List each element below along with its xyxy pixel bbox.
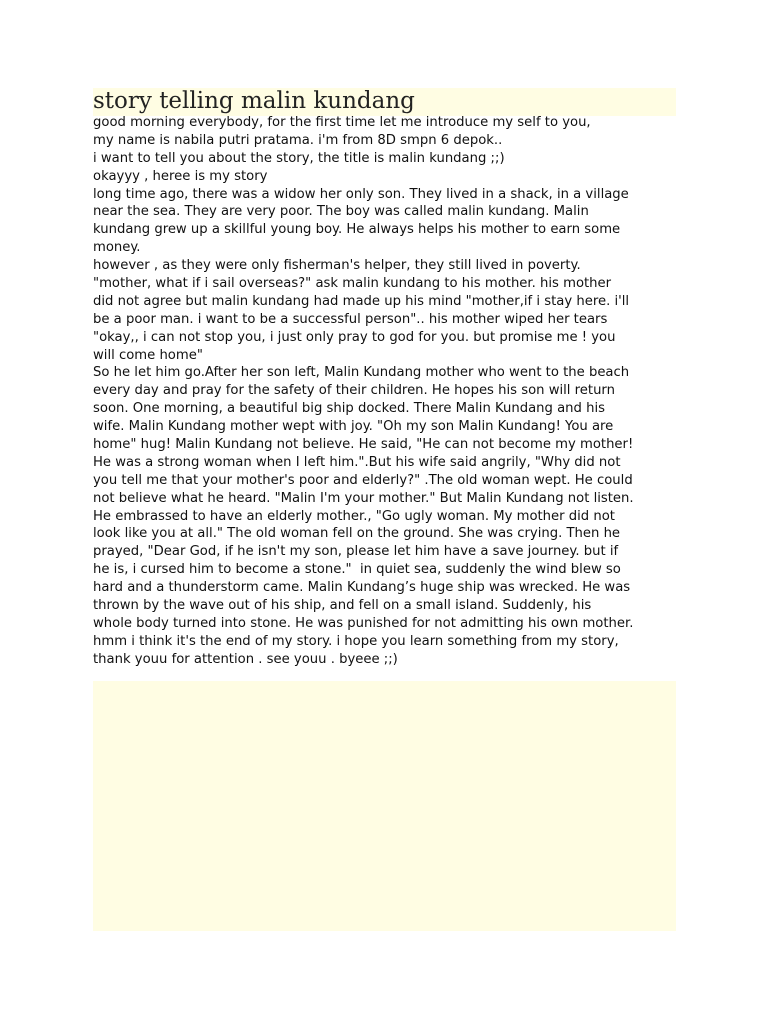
body-line: long time ago, there was a widow her only son. They lived in a shack, in a village [93,186,629,202]
body-line: thrown by the wave out of his ship, and fell on a small island. Suddenly, his [93,598,592,614]
body-line: "mother, what if i sail overseas?" ask malin kundang to his mother. his mother [93,276,612,292]
body-line: not believe what he heard. "Malin I'm your mother." But Malin Kundang not listen. [93,490,634,506]
body-line: "okay,, i can not stop you, i just only pray to god for you. but promise me ! you [93,329,616,345]
body-line: He embrassed to have an elderly mother., "Go ugly woman. My mother did not [93,508,615,524]
body-line: will come home" [93,347,203,363]
body-line: every day and pray for the safety of their children. He hopes his son will return [93,383,615,399]
body-line: kundang grew up a skillful young boy. He always helps his mother to earn some [93,222,621,238]
body-line: i want to tell you about the story, the title is malin kundang ;;) [93,150,505,166]
body-line: So he let him go.After her son left, Malin Kundang mother who went to the beach [93,365,630,381]
body-line: he is, i cursed him to become a stone." in quiet sea, suddenly the wind blew so [93,562,621,578]
body-line: hmm i think it's the end of my story. i hope you learn something from my story, [93,633,619,649]
body-line: money. [93,240,141,256]
body-line: home" hug! Malin Kundang not believe. He said, "He can not become my mother! [93,437,634,453]
body-line: whole body turned into stone. He was punished for not admitting his own mother. [93,615,634,631]
body-line: my name is nabila putri pratama. i'm from 8D smpn 6 depok.. [93,132,503,148]
body-line: soon. One morning, a beautiful big ship docked. There Malin Kundang and his [93,401,605,417]
body-line: look like you at all." The old woman fell on the ground. She was crying. Then he [93,526,621,542]
body-line: be a poor man. i want to be a successful person".. his mother wiped her tears [93,311,608,327]
body-line: wife. Malin Kundang mother wept with joy. "Oh my son Malin Kundang! You are [93,419,614,435]
body-line: good morning everybody, for the first time let me introduce my self to you, [93,115,591,130]
body-line: thank youu for attention . see youu . byeee ;;) [93,651,398,667]
document-title: story telling malin kundang [93,88,415,114]
body-line: near the sea. They are very poor. The boy was called malin kundang. Malin [93,204,589,220]
story-body [93,114,683,669]
blank-highlight-panel [93,681,676,931]
body-line: however , as they were only fisherman's helper, they still lived in poverty. [93,258,581,274]
body-line: okayyy , heree is my story [93,168,268,184]
body-line: prayed, "Dear God, if he isn't my son, please let him have a save journey. but if [93,544,619,560]
body-line: did not agree but malin kundang had made up his mind "mother,if i stay here. i'll [93,293,630,309]
body-line: hard and a thunderstorm came. Malin Kundang’s huge ship was wrecked. He was [93,580,631,596]
body-line: you tell me that your mother's poor and elderly?" .The old woman wept. He could [93,472,633,488]
body-line: He was a strong woman when I left him.".But his wife said angrily, "Why did not [93,454,621,470]
